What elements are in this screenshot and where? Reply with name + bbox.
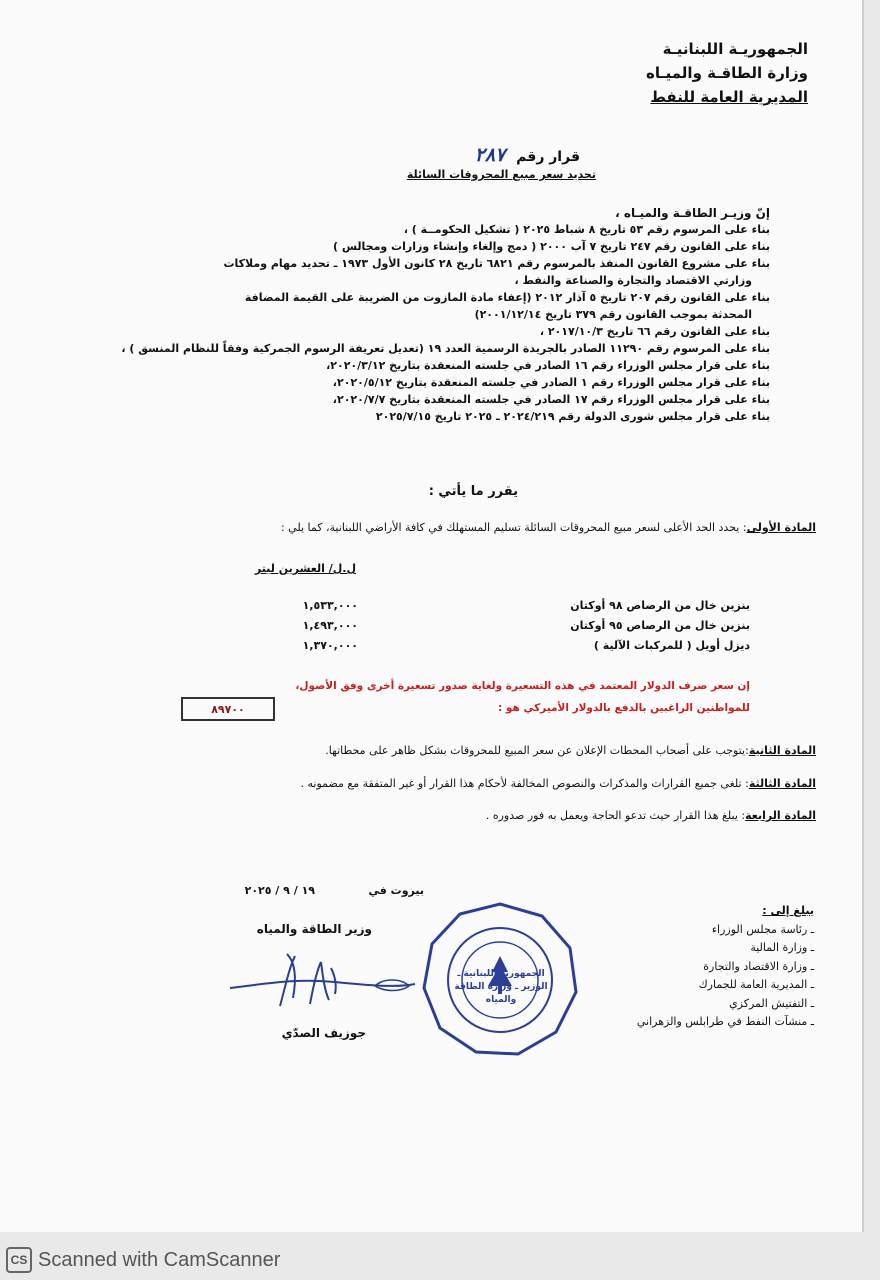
preamble-line: بناء على قرار مجلس شورى الدولة رقم ٢٠٢٤/٢١٩ ـ ٢٠٢٥ تاريخ ٢٠٢٥/٧/١٥ [375, 410, 770, 423]
camscanner-text: Scanned with CamScanner [38, 1248, 281, 1271]
fuel-name: ديزل أويل ( للمركبات الآلية ) [593, 639, 750, 652]
preamble-line: بناء على المرسوم رقم ٥٣ تاريخ ٨ شباط ٢٠٢٥ ( تشكيل الحكومــة ) ، [403, 223, 770, 236]
article-2-label: المادة الثانية [748, 744, 816, 757]
signature-date: ١٩ / ٩ / ٢٠٢٥ [244, 884, 315, 897]
handwritten-signature [225, 948, 425, 1018]
decision-subtitle: تحديد سعر مبيع المحروقات السائلة [406, 168, 596, 181]
exchange-note-line1: إن سعر صرف الدولار المعتمد في هذه التسعيرة ولغاية صدور تسعيرة أخرى وفق الأصول، [295, 680, 750, 692]
exchange-note-line2: للمواطنين الراغبين بالدفع بالدولار الأميركي هو : [498, 702, 750, 714]
decision-number: ٢٨٧ [474, 144, 506, 166]
article-1 [281, 520, 816, 536]
preamble-line: المحدثة بموجب القانون رقم ٣٧٩ تاريخ ٢٠٠١/١٢/١٤) [474, 308, 752, 321]
decision-title-label: قرار رقم [516, 149, 580, 165]
distribution-title: يبلغ إلى : [762, 904, 814, 917]
article-3-label: المادة الثالثة [748, 777, 816, 790]
preamble-intro: إنّ وزيـر الطاقـة والميـاه ، [615, 206, 770, 220]
fuel-price: ١,٣٧٠,٠٠٠ [302, 639, 358, 652]
fuel-price: ١,٥٣٣,٠٠٠ [302, 599, 358, 612]
fuel-price: ١,٤٩٣,٠٠٠ [302, 619, 358, 632]
camscanner-logo-icon: CS [6, 1247, 32, 1273]
preamble-line: بناء على القانون رقم ٦٦ تاريخ ٢٠١٧/١٠/٣ ، [539, 325, 770, 338]
article-4 [486, 808, 816, 824]
article-3 [301, 776, 817, 792]
camscanner-footer [6, 1247, 280, 1273]
preamble-line: بناء على مشروع القانون المنفذ بالمرسوم رقم ٦٨٢١ تاريخ ٢٨ كانون الأول ١٩٧٣ ـ تحديد مهام وملاكات [223, 257, 770, 270]
distribution-item: ـ رئاسة مجلس الوزراء [711, 922, 814, 936]
preamble-line: بناء على القانون رقم ٢٠٧ تاريخ ٥ آذار ٢٠١٢ (إعفاء مادة المازوت من الضريبة على القيمة المضافة [244, 291, 770, 304]
article-3-text: : تلغى جميع القرارات والمذكرات والنصوص المخالفة لأحكام هذا القرار أو غير المتفقة مع مضمونه . [300, 777, 749, 790]
preamble-line: بناء على قرار مجلس الوزراء رقم ١٧ الصادر في جلسته المنعقدة بتاريخ ٢٠٢٠/٧/٧، [332, 393, 770, 406]
distribution-item: ـ المديرية العامة للجمارك [698, 978, 814, 991]
header-ministry: وزارة الطاقـة والميـاه [646, 64, 808, 82]
preamble-line: بناء على القانون رقم ٢٤٧ تاريخ ٧ آب ٢٠٠٠ ( دمج وإلغاء وإنشاء وزارات ومجالس ) [332, 240, 770, 253]
distribution-item: ـ التفتيش المركزي [729, 996, 814, 1010]
fuel-names [570, 596, 750, 656]
fuel-prices [303, 596, 358, 656]
decision-title [475, 144, 580, 166]
signature-place: بيروت في [368, 884, 424, 897]
article-4-text: : يبلغ هذا القرار حيث تدعو الحاجة ويعمل به فور صدوره . [485, 809, 746, 822]
preamble-line: بناء على قرار مجلس الوزراء رقم ١٦ الصادر في جلسته المنعقدة بتاريخ ٢٠٢٠/٣/١٢، [326, 359, 770, 372]
decides-heading: يقرر ما يأتي : [428, 484, 518, 499]
article-2 [325, 743, 816, 759]
fuel-name: بنزين خال من الرصاص ٩٥ أوكتان [570, 619, 750, 632]
article-1-text: : يحدد الحد الأعلى لسعر مبيع المحروقات السائلة تسليم المستهلك في كافة الأراضي اللبنانية، كما يلي : [280, 521, 747, 534]
page-edge [862, 0, 864, 1232]
preamble-list [121, 221, 770, 425]
distribution-list [637, 902, 814, 1032]
fuel-name: بنزين خال من الرصاص ٩٨ أوكتان [570, 599, 750, 612]
preamble-line: وزارتي الاقتصاد والتجارة والصناعة والنفط ، [514, 274, 752, 287]
minister-title: وزير الطاقة والمياه [256, 922, 372, 936]
distribution-item: ـ منشآت النفط في طرابلس والزهراني [636, 1015, 814, 1028]
exchange-rate-box [181, 697, 275, 721]
stamp-text: الجمهورية اللبنانية ـ الوزير ـ وزارة الطاقة والمياه [454, 969, 548, 1005]
distribution-item: ـ وزارة المالية [750, 941, 814, 954]
article-1-label: المادة الأولى [746, 521, 816, 534]
exchange-rate-value: ٨٩٧٠٠ [211, 702, 245, 716]
header-republic: الجمهوريـة اللبنانيـة [662, 40, 808, 58]
minister-name: جوزيف الصدّي [281, 1026, 366, 1040]
distribution-item: ـ وزارة الاقتصاد والتجارة [703, 959, 814, 973]
header-directorate: المديرية العامة للنفط [650, 88, 808, 106]
price-unit: ل.ل/ العشرين ليتر [254, 562, 356, 575]
article-2-text: :يتوجب على أصحاب المحطات الإعلان عن سعر المبيع للمحروقات بشكل ظاهر على محطاتها. [325, 744, 749, 757]
preamble-line: بناء على المرسوم رقم ١١٢٩٠ الصادر بالجريدة الرسمية العدد ١٩ (تعديل تعريفة الرسوم الجمركية وفقاً للنظام المنسق ) ، [121, 342, 770, 355]
article-4-label: المادة الرابعة [745, 809, 816, 822]
preamble-line: بناء على قرار مجلس الوزراء رقم ١ الصادر في جلسته المنعقدة بتاريخ ٢٠٢٠/٥/١٢، [332, 376, 770, 389]
